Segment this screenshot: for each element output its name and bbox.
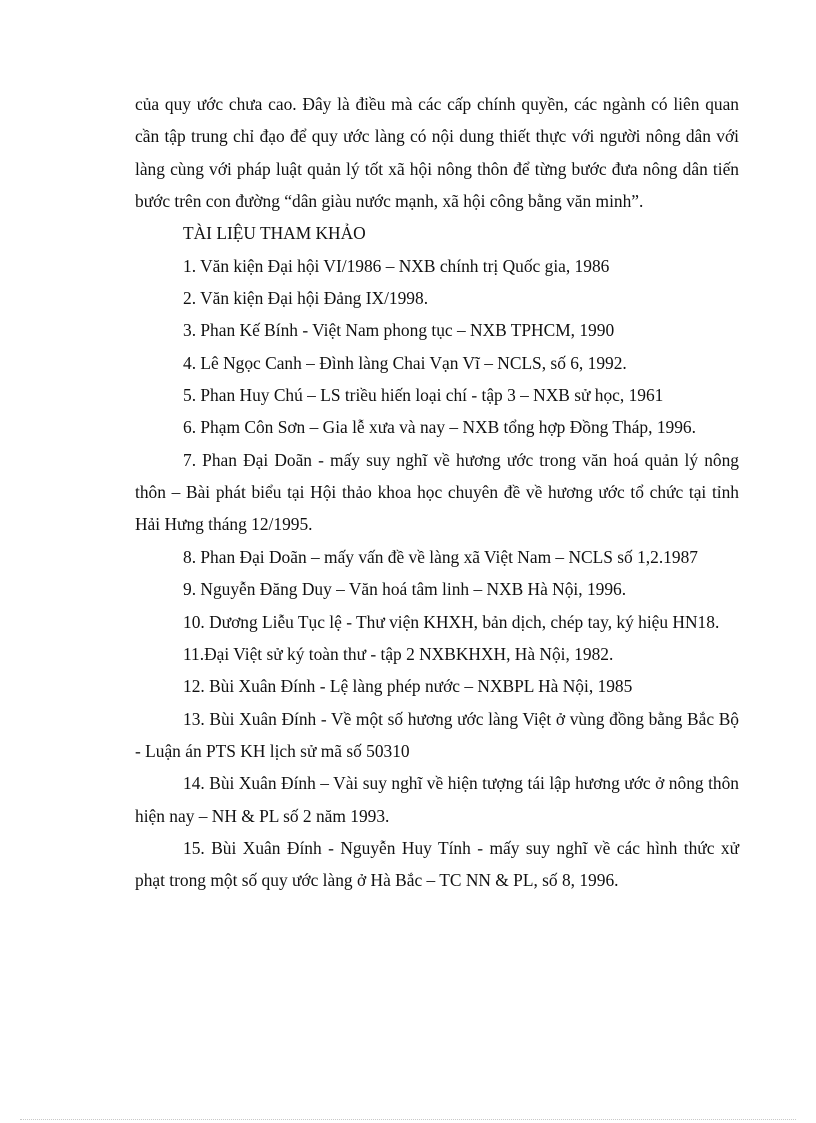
reference-item: 10. Dương Liễu Tục lệ - Thư viện KHXH, bản dịch, chép tay, ký hiệu HN18.	[183, 611, 720, 632]
reference-item: 4. Lê Ngọc Canh – Đình làng Chai Vạn Vĩ – NCLS, số 6, 1992.	[183, 352, 627, 373]
reference-item: 3. Phan Kế Bính - Việt Nam phong tục – NXB TPHCM, 1990	[183, 320, 615, 341]
reference-item: 2. Văn kiện Đại hội Đảng IX/1998.	[183, 288, 429, 309]
document-body	[135, 88, 739, 897]
reference-item: 12. Bùi Xuân Đính - Lệ làng phép nước – NXBPL Hà Nội, 1985	[183, 676, 633, 697]
reference-item: 7. Phan Đại Doãn - mấy suy nghĩ về hương ước trong văn hoá quản lý nông thôn – Bài phát biểu tại Hội thảo khoa học chuyên đề về hương ước tổ chức tại tỉnh Hải Hưng tháng 12/1995.	[135, 449, 739, 535]
reference-item: 9. Nguyễn Đăng Duy – Văn hoá tâm linh – NXB Hà Nội, 1996.	[183, 579, 627, 600]
reference-item: 11.Đại Việt sử ký toàn thư - tập 2 NXBKHXH, Hà Nội, 1982.	[183, 643, 614, 664]
reference-item: 1. Văn kiện Đại hội VI/1986 – NXB chính trị Quốc gia, 1986	[183, 255, 610, 276]
references-heading: TÀI LIỆU THAM KHẢO	[183, 223, 366, 244]
reference-item: 5. Phan Huy Chú – LS triều hiến loại chí - tập 3 – NXB sử học, 1961	[183, 385, 664, 406]
reference-item: 13. Bùi Xuân Đính - Về một số hương ước làng Việt ở vùng đồng bằng Bắc Bộ - Luận án PTS KH lịch sử mã số 50310	[135, 708, 739, 761]
intro-paragraph: của quy ước chưa cao. Đây là điều mà các cấp chính quyền, các ngành có liên quan cần tập trung chỉ đạo để quy ước làng có nội dung thiết thực với người nông dân với làng cùng với pháp luật quản lý tốt xã hội nông thôn để từng bước đưa nông dân tiến bước trên con đường “dân giàu nước mạnh, xã hội công bằng văn minh”.	[135, 94, 739, 212]
reference-item: 14. Bùi Xuân Đính – Vài suy nghĩ về hiện tượng tái lập hương ước ở nông thôn hiện nay – NH & PL số 2 năm 1993.	[135, 773, 739, 826]
reference-item: 6. Phạm Côn Sơn – Gia lễ xưa và nay – NXB tổng hợp Đồng Tháp, 1996.	[183, 417, 696, 438]
reference-item: 15. Bùi Xuân Đính - Nguyễn Huy Tính - mấy suy nghĩ về các hình thức xử phạt trong một số quy ước làng ở Hà Bắc – TC NN & PL, số 8, 1996.	[135, 837, 739, 891]
reference-item: 8. Phan Đại Doãn – mấy vấn đề về làng xã Việt Nam – NCLS số 1,2.1987	[183, 546, 698, 567]
page-bottom-dotted-divider	[20, 1119, 796, 1120]
